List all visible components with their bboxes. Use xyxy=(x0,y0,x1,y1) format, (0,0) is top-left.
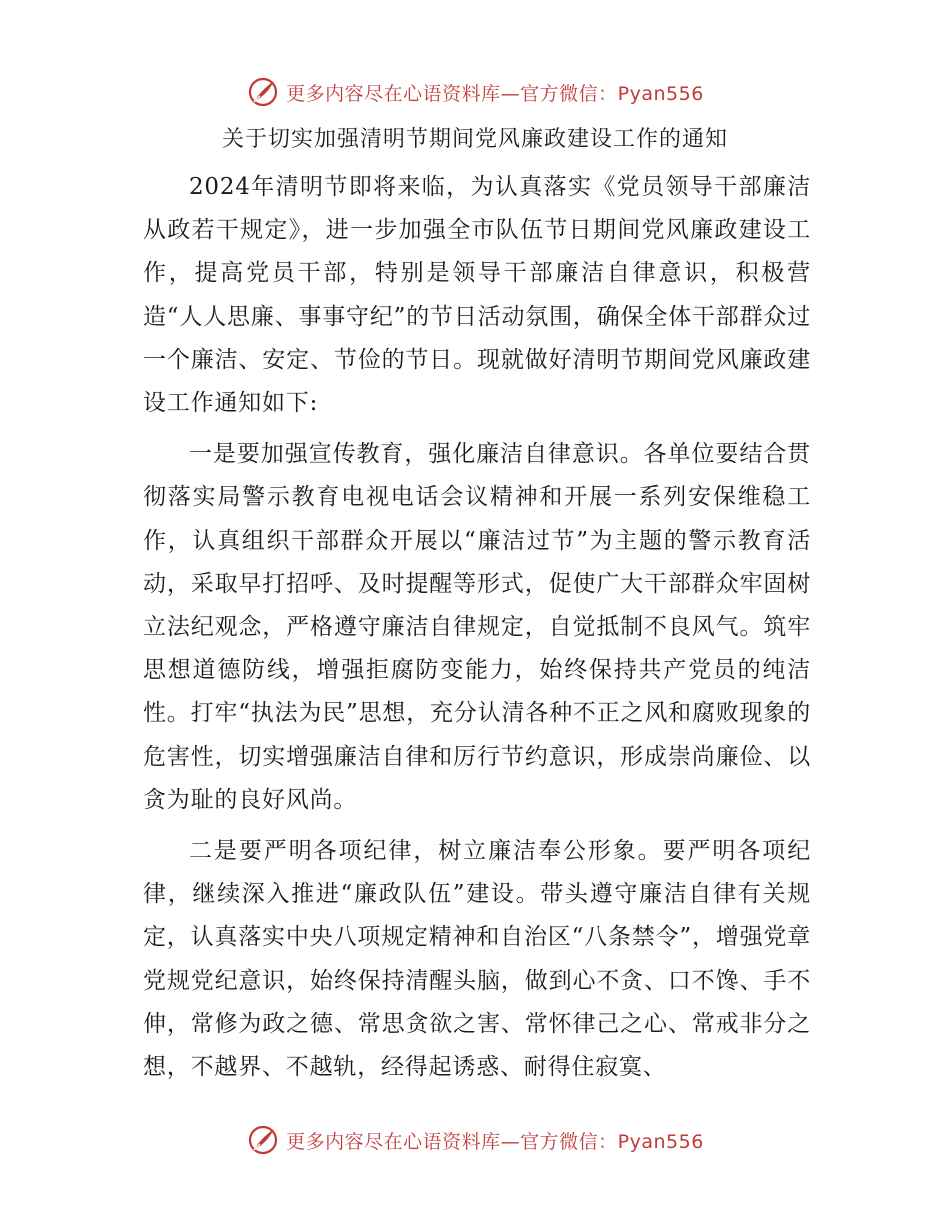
watermark-text: 更多内容尽在心语资料库—官方微信：Pyan556 xyxy=(286,82,704,105)
quill-pen-logo-icon xyxy=(246,1123,280,1157)
watermark-banner-bottom xyxy=(0,1120,950,1160)
quill-pen-logo-icon xyxy=(246,75,280,109)
paragraph-point-two: 二是要严明各项纪律，树立廉洁奉公形象。要严明各项纪律，继续深入推进“廉政队伍”建设。带头遵守廉洁自律有关规定，认真落实中央八项规定精神和自治区“八条禁令”，增强党章党规党纪意识，始终保持清醒头脑，做到心不贪、口不馋、手不伸，常修为政之德、常思贪欲之害、常怀律己之心、常戒非分之想，不越界、不越轨，经得起诱惑、耐得住寂寞、 xyxy=(143,838,811,1081)
document-body xyxy=(143,166,811,1097)
watermark-text: 更多内容尽在心语资料库—官方微信：Pyan556 xyxy=(286,1130,704,1153)
paragraph-point-one: 一是要加强宣传教育，强化廉洁自律意识。各单位要结合贯彻落实局警示教育电视电话会议精神和开展一系列安保维稳工作，认真组织干部群众开展以“廉洁过节”为主题的警示教育活动，采取早打招呼、及时提醒等形式，促使广大干部群众牢固树立法纪观念，严格遵守廉洁自律规定，自觉抵制不良风气。筑牢思想道德防线，增强拒腐防变能力，始终保持共产党员的纯洁性。打牢“执法为民”思想，充分认清各种不正之风和腐败现象的危害性，切实增强廉洁自律和厉行节约意识，形成崇尚廉俭、以贪为耻的良好风尚。 xyxy=(143,441,811,813)
watermark-banner-top xyxy=(0,72,950,112)
paragraph-intro: 2024年清明节即将来临，为认真落实《党员领导干部廉洁从政若干规定》，进一步加强全市队伍节日期间党风廉政建设工作，提高党员干部，特别是领导干部廉洁自律意识，积极营造“人人思廉、事事守纪”的节日活动氛围，确保全体干部群众过一个廉洁、安定、节俭的节日。现就做好清明节期间党风廉政建设工作通知如下: xyxy=(143,174,811,417)
document-title: 关于切实加强清明节期间党风廉政建设工作的通知 xyxy=(221,127,728,152)
